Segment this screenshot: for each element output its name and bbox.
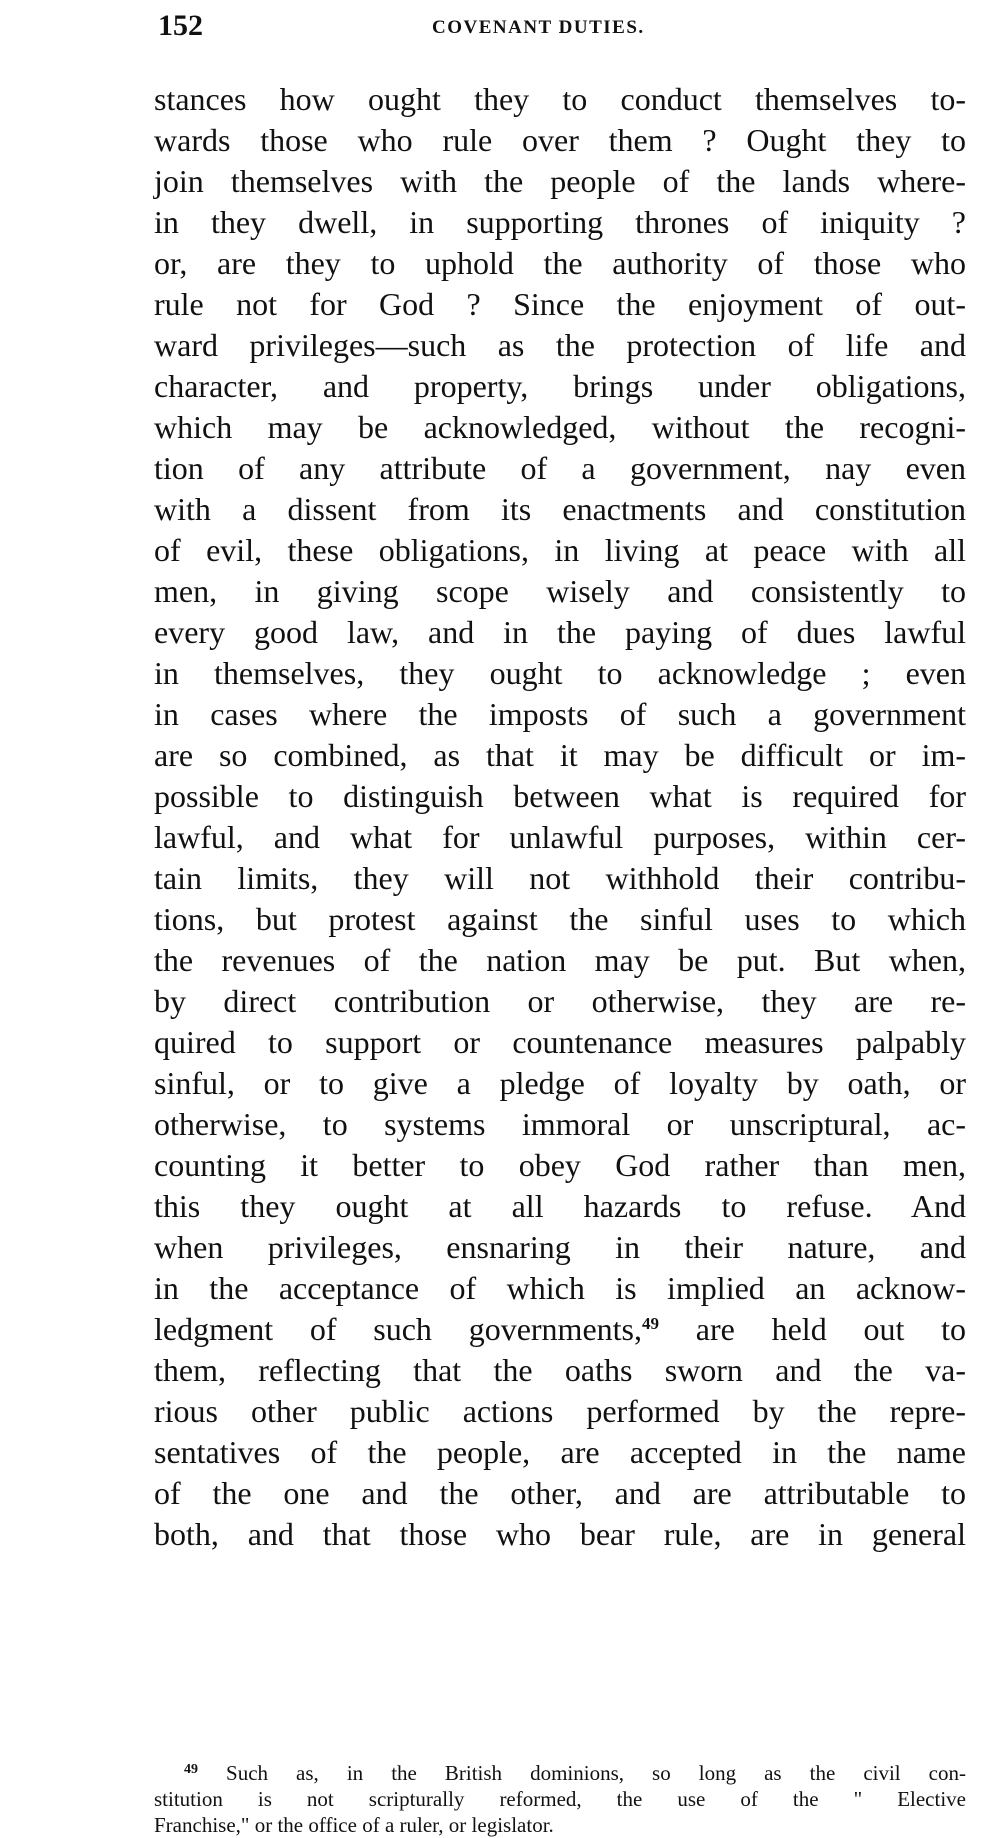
text-line: in the acceptance of which is implied an acknow- xyxy=(154,1270,966,1306)
footnote-number: 49 xyxy=(184,1762,198,1777)
body-text xyxy=(154,79,966,1555)
text-line: by direct contribution or otherwise, they are re- xyxy=(154,983,966,1019)
footnote-text: Such as, in the British dominions, so long as the civil con- xyxy=(198,1761,966,1785)
text-line: this they ought at all hazards to refuse. And xyxy=(154,1188,966,1224)
footnote xyxy=(154,1760,966,1838)
text-line: of the one and the other, and are attributable to xyxy=(154,1475,966,1511)
text-line: possible to distinguish between what is required for xyxy=(154,778,966,814)
text-line: join themselves with the people of the lands where- xyxy=(154,163,966,199)
text-line: the revenues of the nation may be put. But when, xyxy=(154,942,966,978)
text-line: rule not for God ? Since the enjoyment of out- xyxy=(154,286,966,322)
footnote-line: stitution is not scripturally reformed, the use of the " Elective xyxy=(154,1787,966,1811)
text-line: counting it better to obey God rather than men, xyxy=(154,1147,966,1183)
text-segment: ledgment of such governments, xyxy=(154,1311,642,1347)
text-line: when privileges, ensnaring in their nature, and xyxy=(154,1229,966,1265)
text-line: tions, but protest against the sinful uses to which xyxy=(154,901,966,937)
text-line: character, and property, brings under obligations, xyxy=(154,368,966,404)
text-segment: are held out to xyxy=(659,1311,967,1347)
text-line: every good law, and in the paying of dues lawful xyxy=(154,614,966,650)
text-line: which may be acknowledged, without the recogni- xyxy=(154,409,966,445)
page-number: 152 xyxy=(158,9,203,42)
text-line: rious other public actions performed by the repre- xyxy=(154,1393,966,1429)
text-line: otherwise, to systems immoral or unscriptural, ac- xyxy=(154,1106,966,1142)
footnote-reference[interactable]: 49 xyxy=(642,1314,659,1333)
text-line: tion of any attribute of a government, nay even xyxy=(154,450,966,486)
text-line: sentatives of the people, are accepted in the name xyxy=(154,1434,966,1470)
text-line: or, are they to uphold the authority of those who xyxy=(154,245,966,281)
text-line: in cases where the imposts of such a government xyxy=(154,696,966,732)
text-line: tain limits, they will not withhold their contribu- xyxy=(154,860,966,896)
running-title: COVENANT DUTIES. xyxy=(432,17,645,38)
footnote-line xyxy=(154,1760,966,1786)
text-line: are so combined, as that it may be difficult or im- xyxy=(154,737,966,773)
text-line: in they dwell, in supporting thrones of iniquity ? xyxy=(154,204,966,240)
footnote-line: Franchise," or the office of a ruler, or legislator. xyxy=(154,1813,554,1837)
text-line: in themselves, they ought to acknowledge ; even xyxy=(154,655,966,691)
text-line: stances how ought they to conduct themselves to- xyxy=(154,81,966,117)
text-line: wards those who rule over them ? Ought they to xyxy=(154,122,966,158)
text-line: men, in giving scope wisely and consistently to xyxy=(154,573,966,609)
running-head xyxy=(158,6,968,46)
text-line: of evil, these obligations, in living at peace with all xyxy=(154,532,966,568)
text-line: quired to support or countenance measures palpably xyxy=(154,1024,966,1060)
text-line: them, reflecting that the oaths sworn and the va- xyxy=(154,1352,966,1388)
text-line: with a dissent from its enactments and constitution xyxy=(154,491,966,527)
text-line: sinful, or to give a pledge of loyalty by oath, or xyxy=(154,1065,966,1101)
text-line: lawful, and what for unlawful purposes, within cer- xyxy=(154,819,966,855)
text-line-with-footnote-ref xyxy=(154,1309,966,1350)
text-line: both, and that those who bear rule, are in general xyxy=(154,1516,966,1552)
text-line: ward privileges—such as the protection of life and xyxy=(154,327,966,363)
